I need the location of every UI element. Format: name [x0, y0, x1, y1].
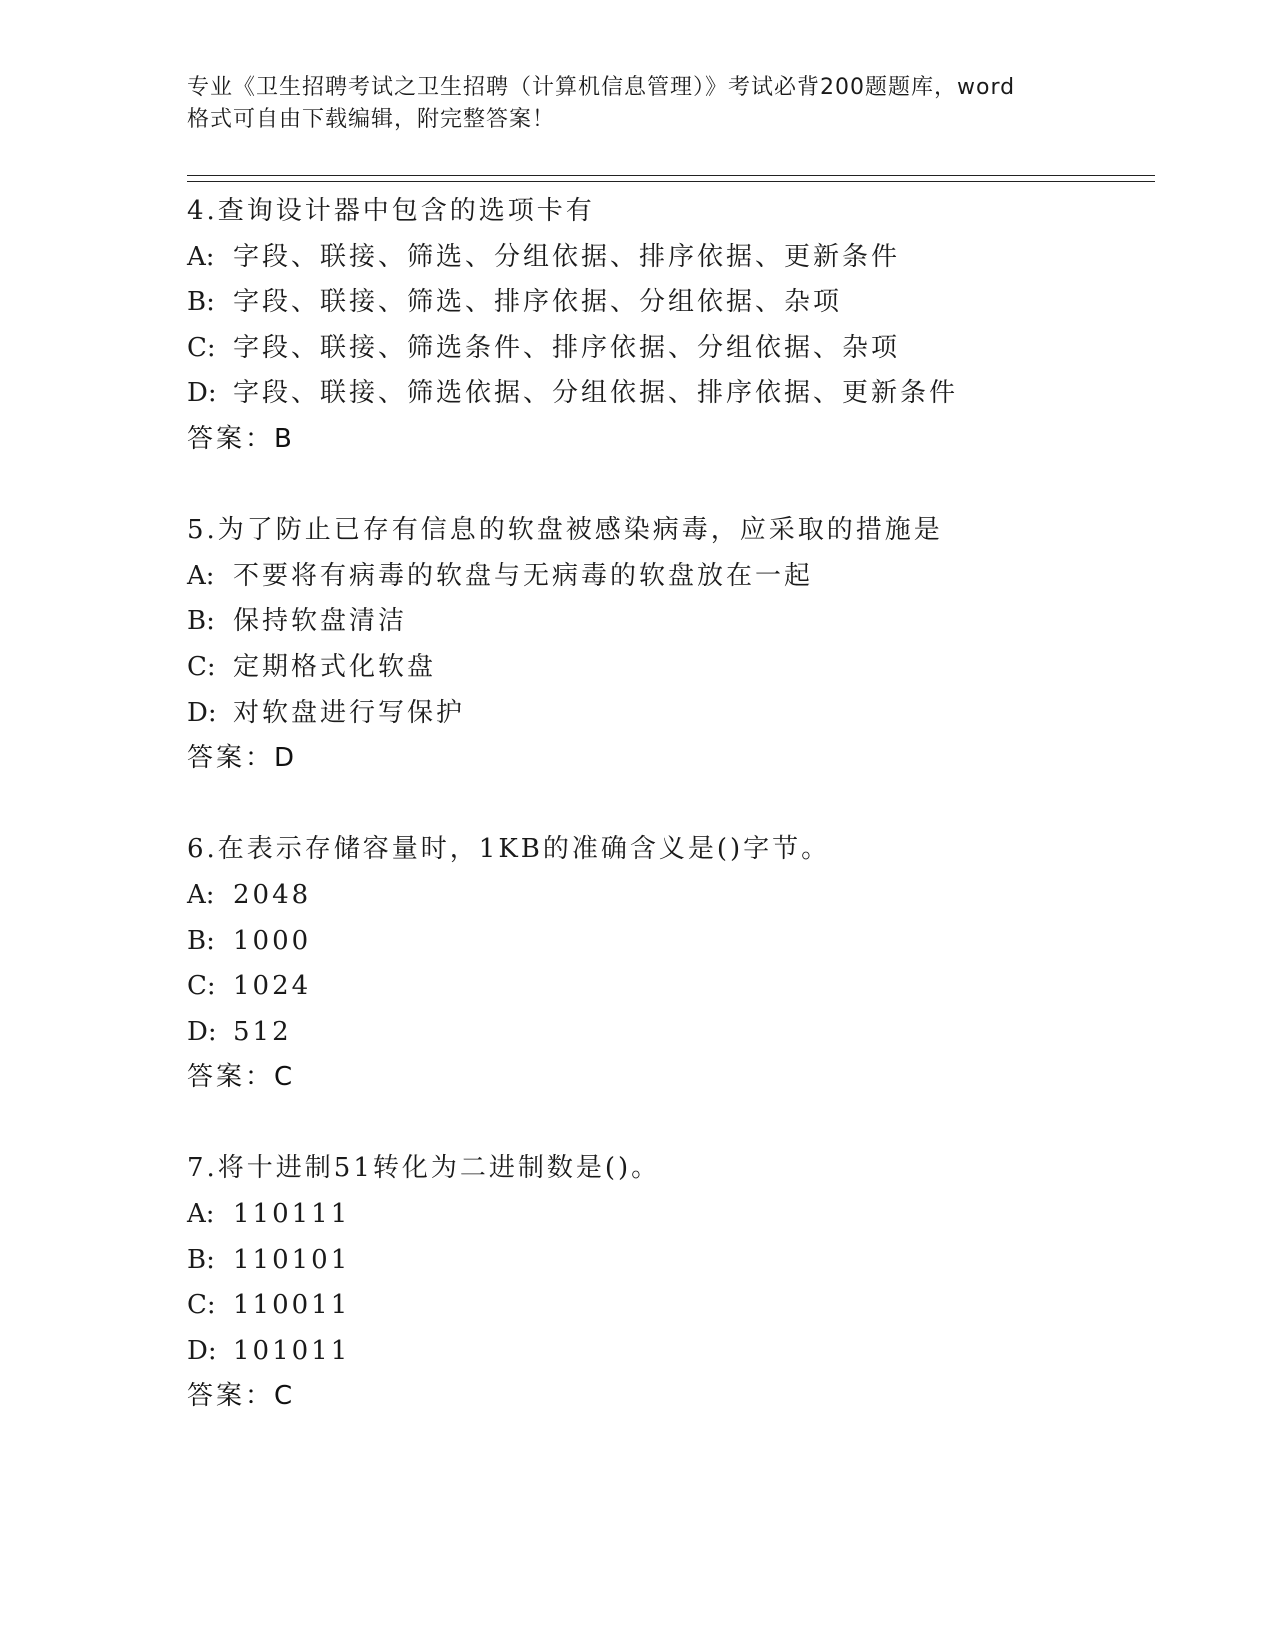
- answer: [187, 1055, 1147, 1101]
- question-4: [187, 189, 1147, 508]
- spacer: [187, 1101, 1147, 1147]
- option-letter: C:: [187, 332, 216, 363]
- option-text: 不要将有病毒的软盘与无病毒的软盘放在一起: [233, 560, 814, 591]
- document-header: [187, 72, 1087, 136]
- spacer: [187, 463, 1147, 509]
- option-d: [187, 371, 1147, 417]
- option-c: [187, 645, 1147, 691]
- option-text: 字段、联接、筛选条件、排序依据、分组依据、杂项: [233, 332, 901, 363]
- option-letter: A:: [187, 241, 215, 272]
- option-b: [187, 1238, 1147, 1284]
- answer-label: 答案：: [187, 743, 275, 774]
- header-divider-bottom: [187, 181, 1155, 182]
- option-c: [187, 326, 1147, 372]
- question-5: [187, 508, 1147, 827]
- option-text: 110011: [233, 1290, 351, 1321]
- option-letter: D:: [187, 697, 217, 728]
- option-text: 字段、联接、筛选、排序依据、分组依据、杂项: [233, 287, 843, 318]
- question-7: [187, 1146, 1147, 1420]
- option-a: [187, 873, 1147, 919]
- answer: [187, 736, 1147, 782]
- question-stem: 7.将十进制51转化为二进制数是()。: [187, 1153, 661, 1184]
- option-a: [187, 1192, 1147, 1238]
- option-b: [187, 280, 1147, 326]
- option-letter: C:: [187, 971, 216, 1002]
- option-c: [187, 1283, 1147, 1329]
- option-letter: A:: [187, 879, 215, 910]
- option-text: 1024: [233, 971, 312, 1002]
- answer-label: 答案：: [187, 1062, 275, 1093]
- option-b: [187, 919, 1147, 965]
- option-text: 字段、联接、筛选、分组依据、排序依据、更新条件: [233, 241, 901, 272]
- header-divider-top: [187, 175, 1155, 176]
- option-letter: C:: [187, 651, 216, 682]
- header-line-2: 格式可自由下载编辑，附完整答案！: [187, 107, 556, 132]
- answer-label: 答案：: [187, 423, 275, 454]
- option-a: [187, 554, 1147, 600]
- option-text: 1000: [233, 925, 312, 956]
- option-d: [187, 691, 1147, 737]
- option-b: [187, 599, 1147, 645]
- option-a: [187, 235, 1147, 281]
- option-letter: C:: [187, 1290, 216, 1321]
- question-stem: 6.在表示存储容量时，1KB的准确含义是()字节。: [187, 834, 831, 865]
- question-list: [187, 189, 1147, 1420]
- answer-value: B: [274, 423, 293, 454]
- option-text: 110101: [233, 1244, 351, 1275]
- option-letter: D:: [187, 378, 217, 409]
- answer-value: C: [274, 1062, 294, 1093]
- question-stem: 4.查询设计器中包含的选项卡有: [187, 196, 595, 226]
- answer: [187, 1374, 1147, 1420]
- answer-value: C: [274, 1381, 294, 1412]
- option-text: 110111: [233, 1199, 351, 1230]
- option-c: [187, 964, 1147, 1010]
- option-letter: A:: [187, 560, 215, 591]
- answer: [187, 417, 1147, 463]
- option-d: [187, 1010, 1147, 1056]
- spacer: [187, 782, 1147, 828]
- option-letter: B:: [187, 606, 215, 637]
- option-letter: D:: [187, 1335, 217, 1366]
- option-text: 保持软盘清洁: [233, 606, 408, 637]
- option-text: 512: [233, 1016, 292, 1047]
- option-text: 101011: [233, 1335, 351, 1366]
- option-text: 定期格式化软盘: [233, 651, 437, 682]
- option-text: 字段、联接、筛选依据、分组依据、排序依据、更新条件: [233, 378, 959, 409]
- option-text: 2048: [233, 879, 312, 910]
- option-text: 对软盘进行写保护: [233, 697, 466, 728]
- option-letter: B:: [187, 287, 215, 318]
- question-6: [187, 827, 1147, 1146]
- answer-label: 答案：: [187, 1381, 275, 1412]
- option-letter: A:: [187, 1199, 215, 1230]
- answer-value: D: [274, 743, 296, 774]
- question-stem: 5.为了防止已存有信息的软盘被感染病毒，应采取的措施是: [187, 515, 943, 546]
- option-letter: B:: [187, 1244, 215, 1275]
- option-d: [187, 1329, 1147, 1375]
- option-letter: D:: [187, 1016, 217, 1047]
- option-letter: B:: [187, 925, 215, 956]
- header-line-1: 专业《卫生招聘考试之卫生招聘（计算机信息管理）》考试必背200题题库，word: [187, 75, 1016, 100]
